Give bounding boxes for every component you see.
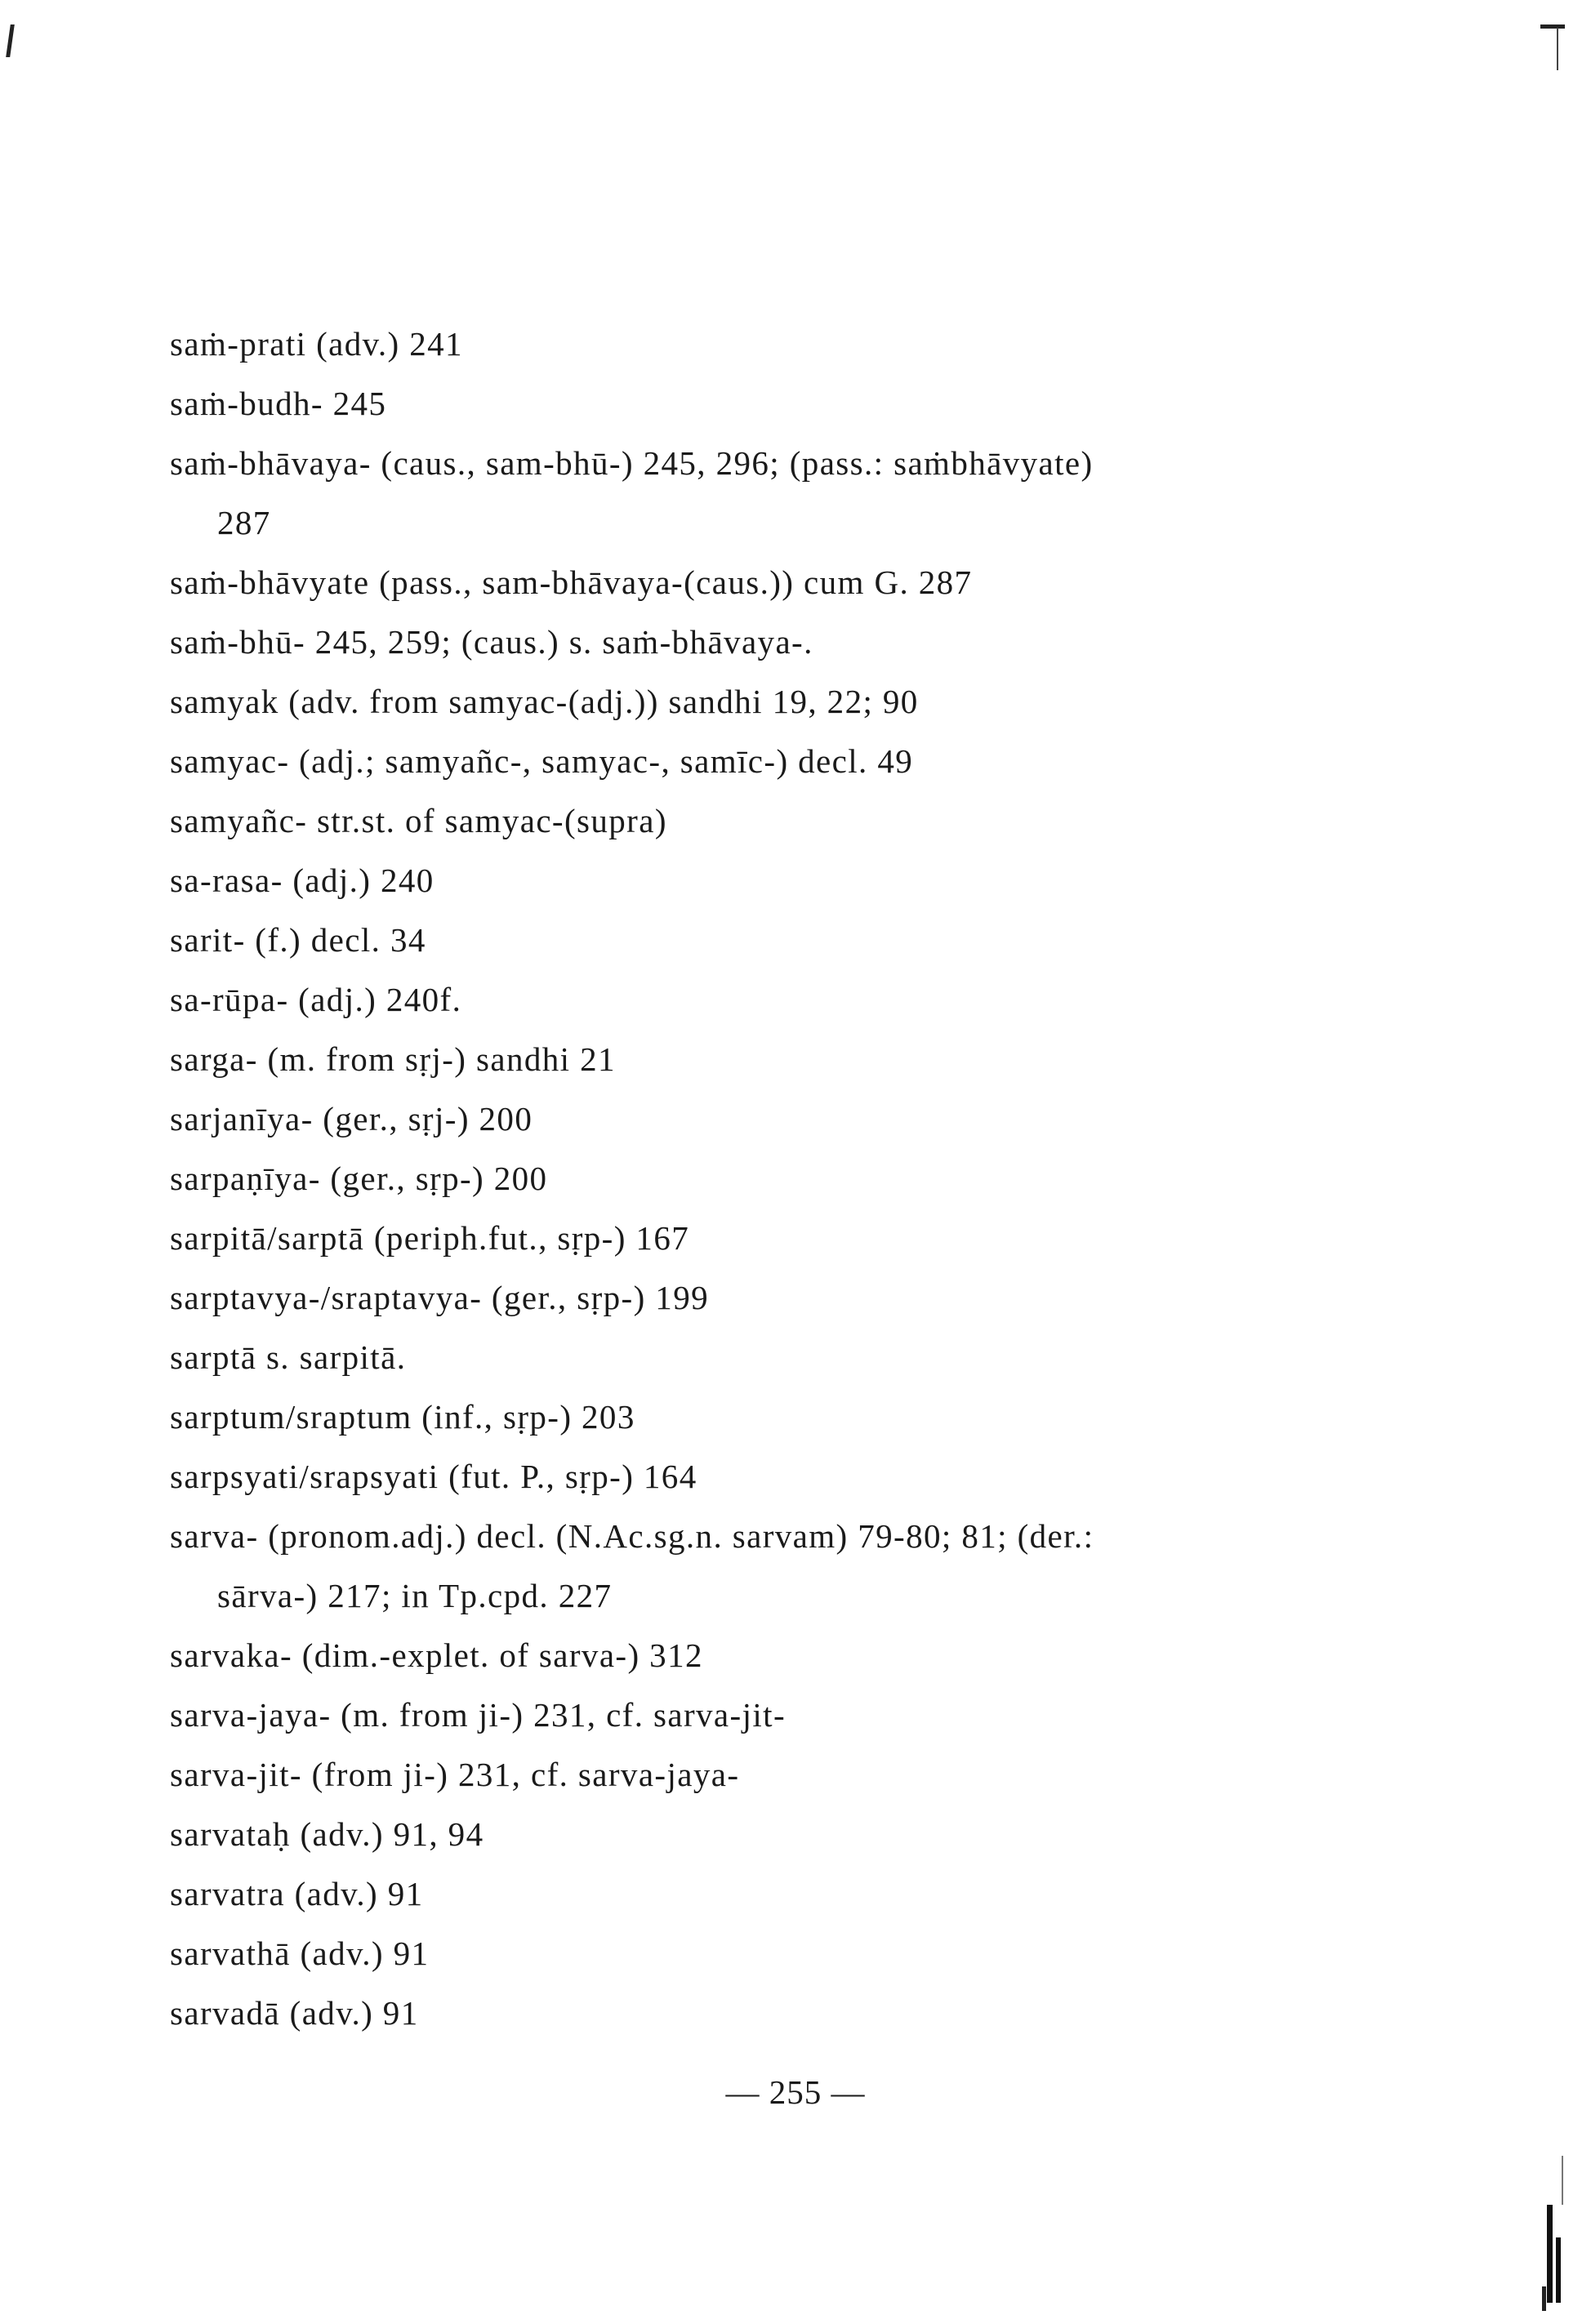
entry-text: sarpitā/sarptā (periph.fut., sṛp-) 167 [170, 1219, 690, 1257]
entry-text: sarvatra (adv.) 91 [170, 1875, 424, 1912]
index-entry [170, 1328, 1477, 1387]
index-entry-list [170, 314, 1477, 2043]
index-entry [170, 1030, 1477, 1089]
entry-text: saṁ-bhāvyate (pass., sam-bhāvaya-(caus.)) cum G. 287 [170, 563, 973, 601]
index-entry [170, 1924, 1477, 1983]
index-entry [170, 1685, 1477, 1745]
index-entry [170, 1447, 1477, 1507]
index-entry [170, 1387, 1477, 1447]
entry-text: saṁ-prati (adv.) 241 [170, 325, 463, 363]
entry-text: sarva- (pronom.adj.) decl. (N.Ac.sg.n. sarvam) 79-80; 81; (der.: [170, 1517, 1094, 1555]
entry-text: sarpsyati/srapsyati (fut. P., sṛp-) 164 [170, 1458, 697, 1495]
index-entry [170, 851, 1477, 910]
index-entry [170, 1864, 1477, 1924]
index-entry [170, 1209, 1477, 1268]
scan-artifact-bottom-right-line [1562, 2156, 1563, 2205]
index-entry [170, 1149, 1477, 1209]
index-entry [170, 910, 1477, 970]
entry-text: saṁ-bhāvaya- (caus., sam-bhū-) 245, 296; (pass.: saṁbhāvyate) [170, 444, 1094, 482]
entry-text: sarptā s. sarpitā. [170, 1338, 407, 1376]
scan-artifact-top-right [1540, 24, 1565, 29]
entry-text: sarit- (f.) decl. 34 [170, 921, 426, 959]
entry-text: sarva-jaya- (m. from ji-) 231, cf. sarva-jit- [170, 1696, 787, 1734]
entry-text: saṁ-bhū- 245, 259; (caus.) s. saṁ-bhāvaya-. [170, 623, 813, 661]
index-entry [170, 732, 1477, 791]
entry-text: sarjanīya- (ger., sṛj-) 200 [170, 1100, 533, 1138]
index-entry [170, 1983, 1477, 2043]
index-entry [170, 1089, 1477, 1149]
index-entry [170, 970, 1477, 1030]
entry-text: sarptum/sraptum (inf., sṛp-) 203 [170, 1398, 635, 1436]
index-entry [170, 553, 1477, 612]
entry-text: sarvadā (adv.) 91 [170, 1994, 419, 2032]
index-entry [170, 374, 1477, 434]
index-entry [170, 434, 1477, 553]
entry-text: saṁ-budh- 245 [170, 385, 387, 422]
scan-artifact-top-right-stem [1557, 28, 1558, 70]
entry-text: sarptavya-/sraptavya- (ger., sṛp-) 199 [170, 1279, 709, 1316]
scan-artifact-bottom-right [1547, 2205, 1553, 2303]
entry-text: sarpaṇīya- (ger., sṛp-) 200 [170, 1160, 548, 1197]
entry-text: samyac- (adj.; samyañc-, samyac-, samīc-) decl. 49 [170, 742, 914, 780]
entry-text: sarvaka- (dim.-explet. of sarva-) 312 [170, 1636, 703, 1674]
index-entry [170, 1745, 1477, 1805]
entry-text: samyak (adv. from samyac-(adj.)) sandhi 19, 22; 90 [170, 683, 919, 720]
entry-text: sa-rasa- (adj.) 240 [170, 861, 435, 899]
entry-continuation: sārva-) 217; in Tp.cpd. 227 [217, 1577, 613, 1614]
index-entry [170, 1805, 1477, 1864]
scan-artifact-top-left [6, 24, 15, 57]
index-entry [170, 1507, 1477, 1626]
entry-text: sarva-jit- (from ji-) 231, cf. sarva-jaya- [170, 1756, 740, 1793]
index-entry [170, 612, 1477, 672]
index-entry [170, 672, 1477, 732]
index-entry [170, 791, 1477, 851]
index-entry [170, 314, 1477, 374]
entry-text: sarvataḥ (adv.) 91, 94 [170, 1815, 484, 1853]
entry-text: sarvathā (adv.) 91 [170, 1934, 430, 1972]
page-number: — 255 — [725, 2073, 866, 2111]
entry-text: sarga- (m. from sṛj-) sandhi 21 [170, 1040, 616, 1078]
scan-artifact-bottom-right [1542, 2286, 1546, 2311]
index-entry [170, 1268, 1477, 1328]
scan-artifact-bottom-right [1556, 2237, 1561, 2303]
entry-text: samyañc- str.st. of samyac-(supra) [170, 802, 667, 839]
index-entry [170, 1626, 1477, 1685]
entry-text: sa-rūpa- (adj.) 240f. [170, 981, 462, 1018]
entry-continuation: 287 [217, 504, 271, 541]
